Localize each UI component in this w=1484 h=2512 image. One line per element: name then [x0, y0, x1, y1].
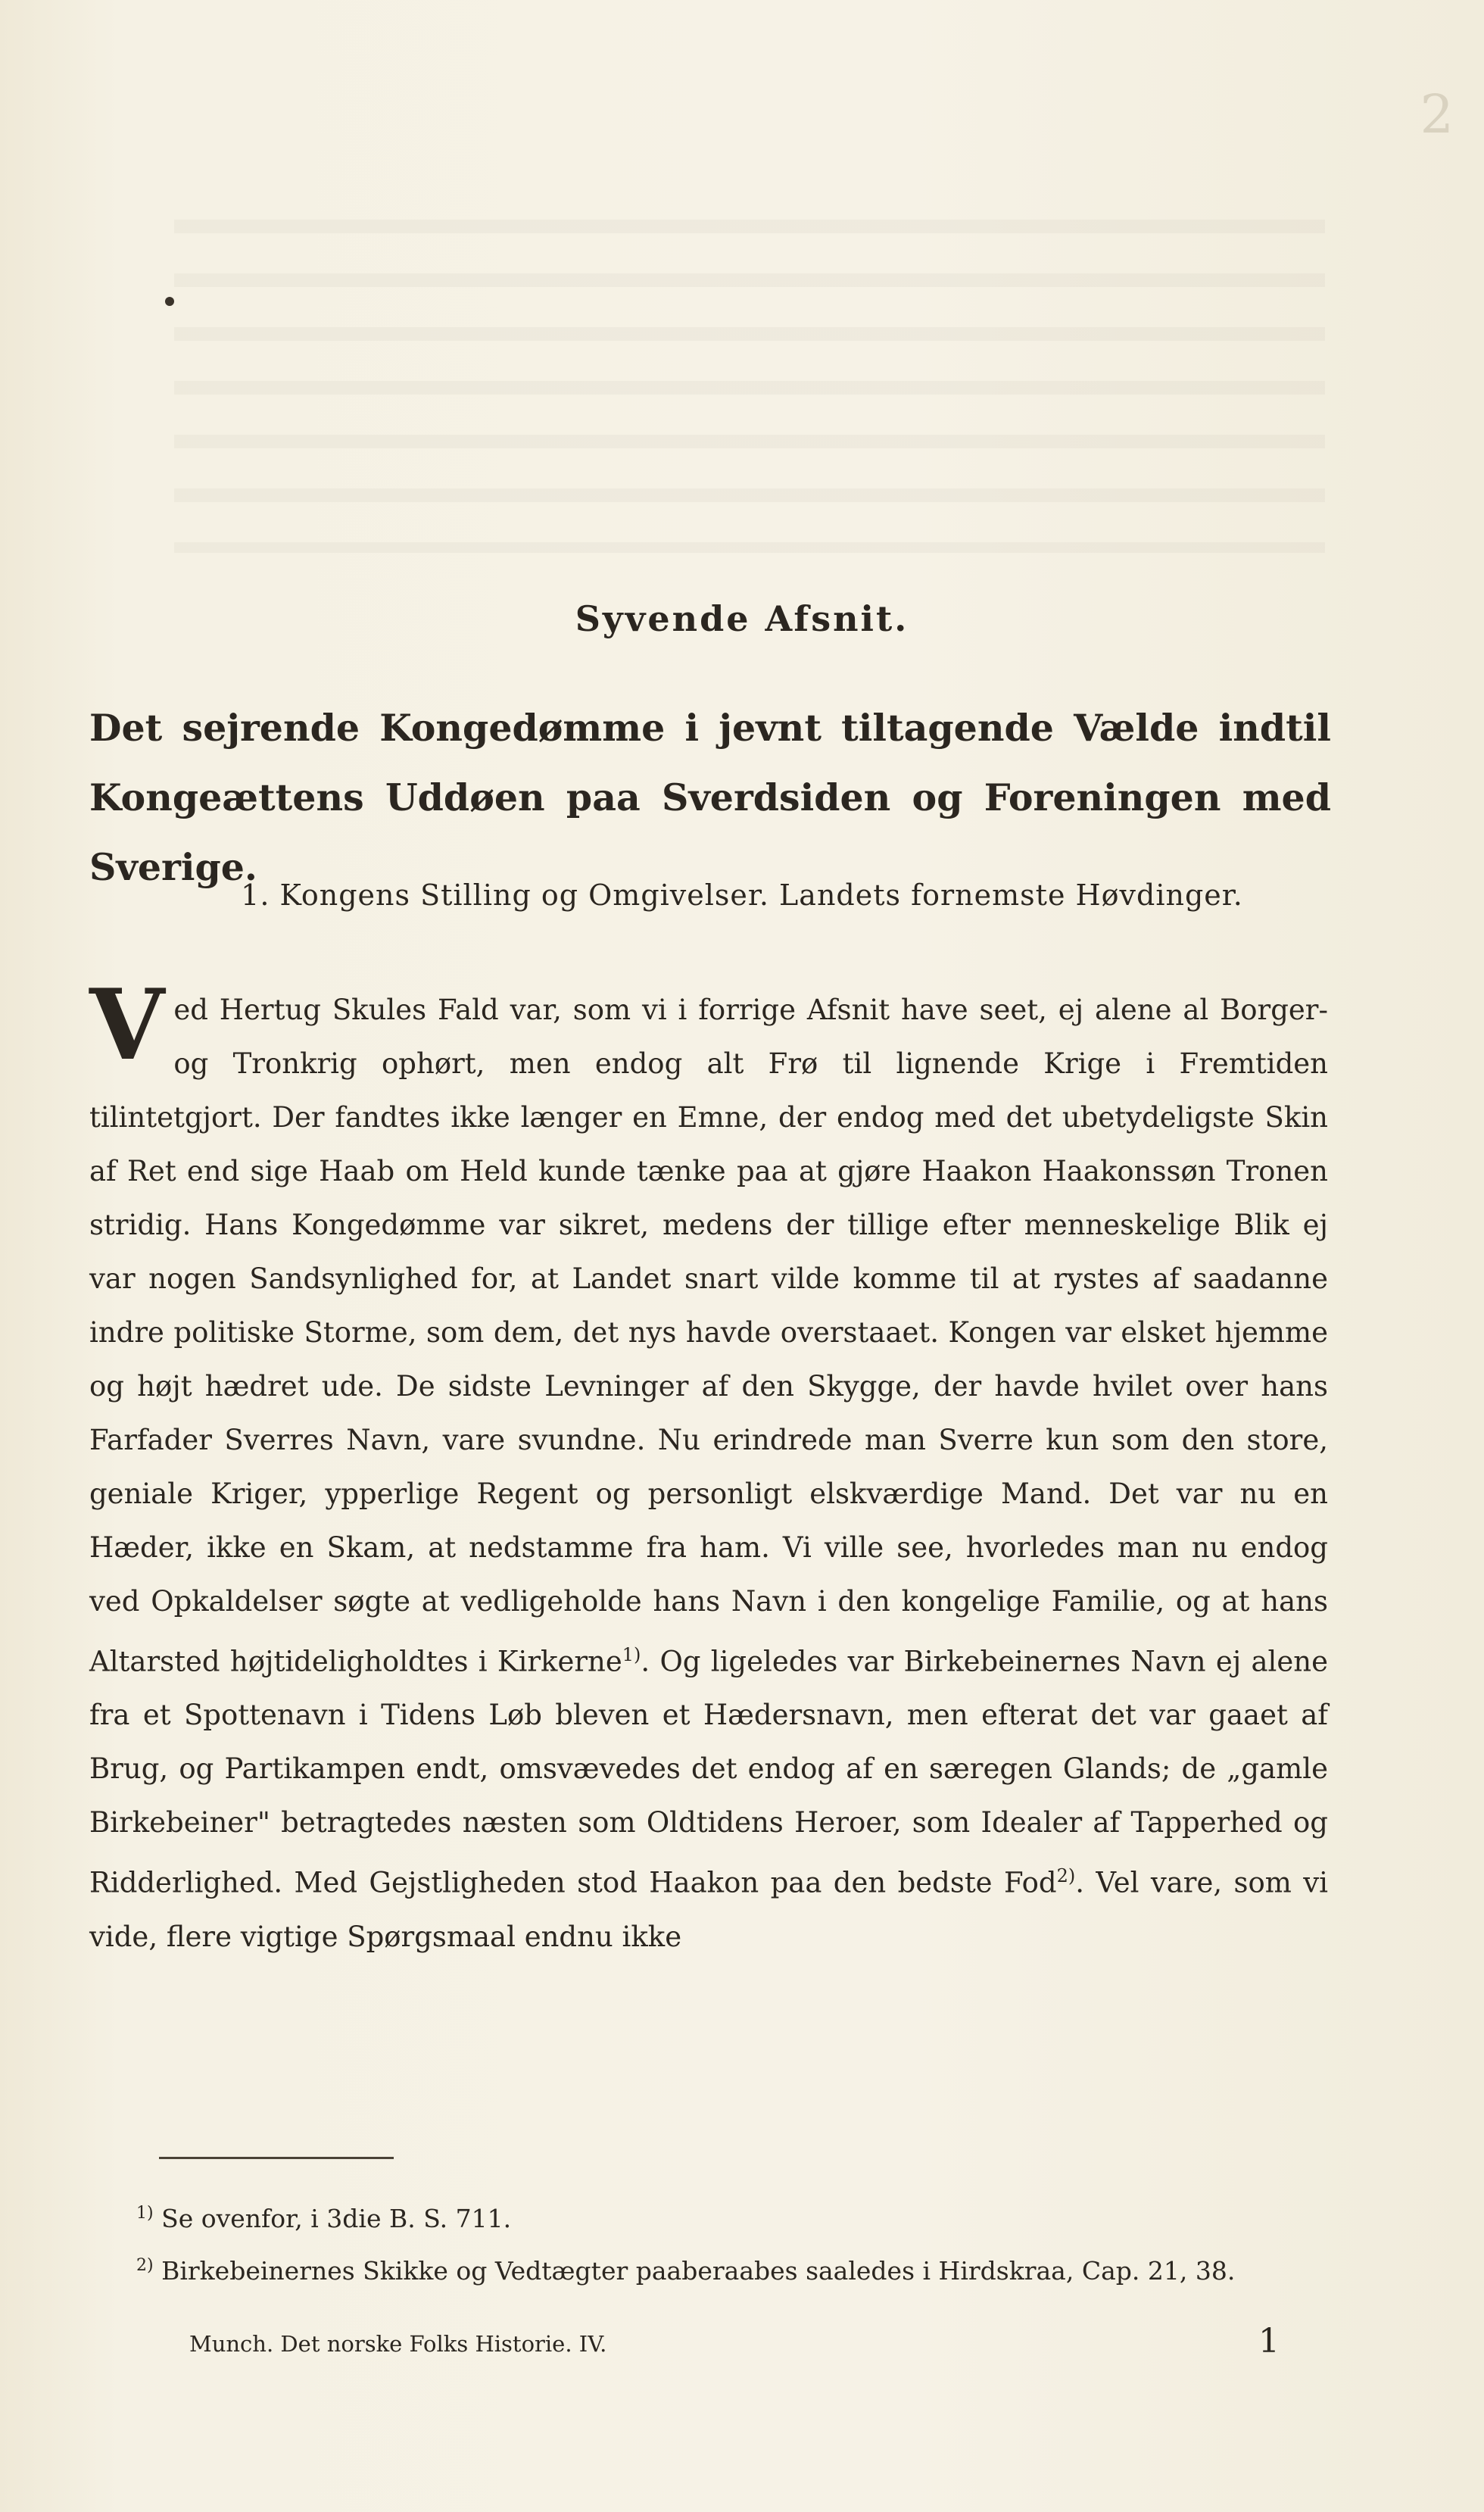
body-text [89, 969, 1328, 1964]
footnote-rule [159, 2157, 394, 2159]
footnote-1-mark: 1) [136, 2204, 154, 2223]
footnote-1 [136, 2190, 1317, 2242]
book-reference: Munch. Det norske Folks Historie. IV. [189, 2331, 607, 2357]
ink-dot [165, 297, 174, 306]
footnotes [136, 2190, 1317, 2295]
footnote-2-mark: 2) [136, 2256, 154, 2275]
signature-mark: 1 [1258, 2322, 1280, 2361]
footnote-ref-1[interactable]: 1) [622, 1644, 641, 1665]
part-title: Syvende Afsnit. [575, 598, 909, 639]
chapter-title: Det sejrende Kongedømme i jevnt tiltagende Vælde indtil Kongeættens Uddøen paa Sverdsiden og Foreningen med Sverige. [89, 706, 1331, 889]
footnote-2 [136, 2242, 1317, 2295]
footnote-ref-2[interactable]: 2) [1056, 1865, 1076, 1887]
footnote-1-text: Se ovenfor, i 3die B. S. 711. [161, 2204, 512, 2233]
drop-cap: V [89, 969, 165, 1082]
body-text-part-2: . Og ligeledes var Birkebeinernes Navn ej alene fra et Spottenavn i Tidens Løb bleven et Hædersnavn, men efterat det var gaaet af Brug, og Partikampen endt, omsvævedes det endog af en særegen Glands; de „gamle Birkebeiner" betragtedes næsten som Oldtidens Heroer, som Idealer af Tapperhed og Ridderlighed. Med Gejstligheden stod Haakon paa den bedste Fod [89, 1645, 1328, 1899]
bleed-through-text [174, 189, 1325, 553]
bottom-line [189, 2322, 1280, 2361]
footnote-2-text: Birkebeinernes Skikke og Vedtægter paaberaabes saaledes i Hirdskraa, Cap. 21, 38. [161, 2256, 1236, 2286]
body-text-part-3: . Vel vare, som vi vide, flere vigtige Spørgsmaal endnu ikke [89, 1866, 1328, 1953]
body-paragraph [89, 969, 1328, 1964]
section-title: 1. Kongens Stilling og Omgivelser. Landets fornemste Høvdinger. [241, 878, 1243, 912]
body-text-part-1: ed Hertug Skules Fald var, som vi i forrige Afsnit have seet, ej alene al Borger- og Tronkrig ophørt, men endog alt Frø til lignende Krige i Fremtiden tilintetgjort. Der fandtes ikke længer en Emne, der endog med det ubetydeligste Skin af Ret end sige Haab om Held kunde tænke paa at gjøre Haakon Haakonssøn Tronen stridig. Hans Kongedømme var sikret, medens der tillige efter menneskelige Blik ej var nogen Sandsynlighed for, at Landet snart vilde komme til at rystes af saadanne indre politiske Storme, som dem, det nys havde overstaaet. Kongen var elsket hjemme og højt hædret ude. De sidste Levninger af den Skygge, der havde hvilet over hans Farfader Sverres Navn, vare svundne. Nu erindrede man Sverre kun som den store, geniale Kriger, ypperlige Regent og personligt elskværdige Mand. Det var nu en Hæder, ikke en Skam, at nedstamme fra ham. Vi ville see, hvorledes man nu endog ved Opkaldelser søgte at vedligeholde hans Navn i den kongelige Familie, og at hans Altarsted højtideligholdtes i Kirkerne [89, 994, 1328, 1678]
page-corner-number: 2 [1420, 83, 1454, 145]
